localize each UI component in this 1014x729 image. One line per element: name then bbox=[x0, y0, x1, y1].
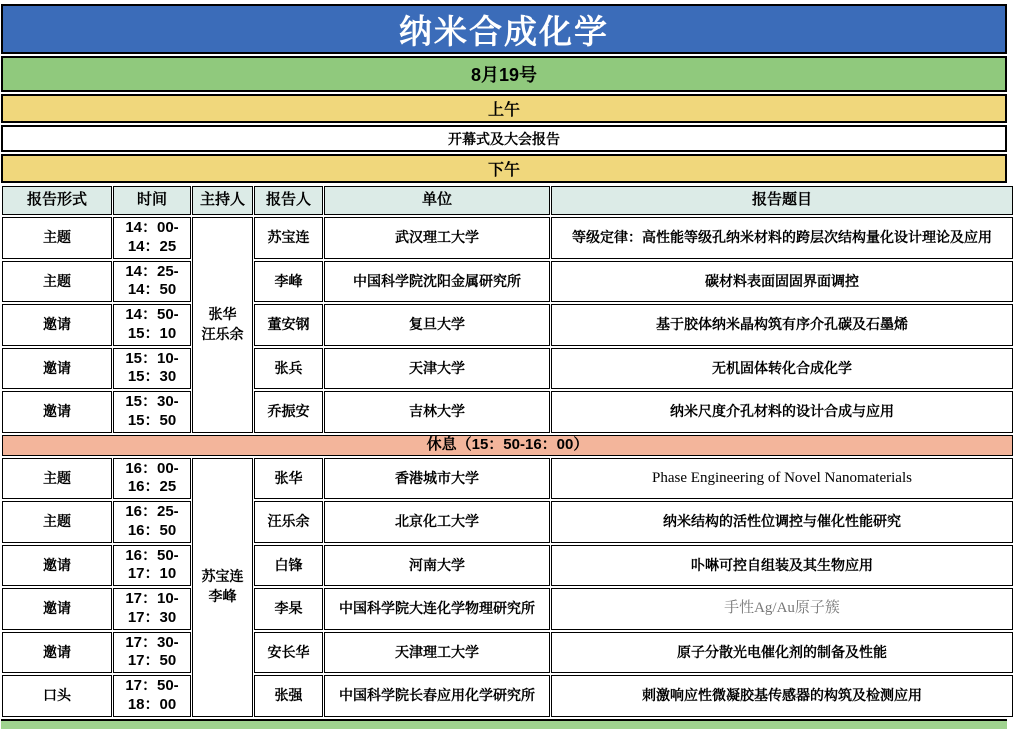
speaker-cell: 汪乐余 bbox=[254, 501, 323, 543]
speaker-cell: 张兵 bbox=[254, 348, 323, 390]
affiliation-cell: 中国科学院沈阳金属研究所 bbox=[324, 261, 550, 303]
speaker-cell: 李杲 bbox=[254, 588, 323, 630]
col-header-speaker: 报告人 bbox=[254, 186, 323, 215]
report-type-cell: 主题 bbox=[2, 458, 112, 500]
time-cell: 17：10-17：30 bbox=[113, 588, 191, 630]
moderator-name: 张华 bbox=[208, 306, 237, 323]
session-row bbox=[2, 217, 1013, 259]
schedule-table bbox=[1, 184, 1014, 719]
report-type-cell: 主题 bbox=[2, 217, 112, 259]
affiliation-cell: 河南大学 bbox=[324, 545, 550, 587]
affiliation-cell: 中国科学院大连化学物理研究所 bbox=[324, 588, 550, 630]
affiliation-cell: 中国科学院长春应用化学研究所 bbox=[324, 675, 550, 717]
report-type-cell: 邀请 bbox=[2, 545, 112, 587]
col-header-report-type: 报告形式 bbox=[2, 186, 112, 215]
session-row bbox=[2, 501, 1013, 543]
time-cell: 14：25-14：50 bbox=[113, 261, 191, 303]
time-cell: 16：50-17：10 bbox=[113, 545, 191, 587]
affiliation-cell: 天津理工大学 bbox=[324, 632, 550, 674]
speaker-cell: 苏宝连 bbox=[254, 217, 323, 259]
report-type-cell: 邀请 bbox=[2, 348, 112, 390]
session-row bbox=[2, 588, 1013, 630]
talk-title-cell: 手性Ag/Au原子簇 bbox=[551, 588, 1013, 630]
affiliation-cell: 北京化工大学 bbox=[324, 501, 550, 543]
time-cell: 17：30-17：50 bbox=[113, 632, 191, 674]
conference-title-banner: 纳米合成化学 bbox=[1, 4, 1007, 54]
time-cell: 14：00-14：25 bbox=[113, 217, 191, 259]
speaker-cell: 乔振安 bbox=[254, 391, 323, 433]
talk-title-cell: 纳米结构的活性位调控与催化性能研究 bbox=[551, 501, 1013, 543]
speaker-cell: 白锋 bbox=[254, 545, 323, 587]
moderator-name: 李峰 bbox=[208, 588, 237, 604]
talk-title-cell: 等级定律：高性能等级孔纳米材料的跨层次结构量化设计理论及应用 bbox=[551, 217, 1013, 259]
session-row bbox=[2, 458, 1013, 500]
affiliation-cell: 吉林大学 bbox=[324, 391, 550, 433]
opening-session-banner: 开幕式及大会报告 bbox=[1, 125, 1007, 152]
speaker-cell: 张华 bbox=[254, 458, 323, 500]
break-label-cell: 休息（15：50-16：00） bbox=[2, 435, 1013, 456]
session-row bbox=[2, 391, 1013, 433]
talk-title-cell: 卟啉可控自组装及其生物应用 bbox=[551, 545, 1013, 587]
affiliation-cell: 武汉理工大学 bbox=[324, 217, 550, 259]
break-row bbox=[2, 435, 1013, 456]
report-type-cell: 邀请 bbox=[2, 304, 112, 346]
session-row bbox=[2, 545, 1013, 587]
report-type-cell: 口头 bbox=[2, 675, 112, 717]
report-type-cell: 主题 bbox=[2, 501, 112, 543]
table-header-row bbox=[2, 186, 1013, 215]
col-header-moderator: 主持人 bbox=[192, 186, 253, 215]
moderator-name: 汪乐余 bbox=[201, 325, 244, 342]
col-header-time: 时间 bbox=[113, 186, 191, 215]
talk-title-cell: 无机固体转化合成化学 bbox=[551, 348, 1013, 390]
report-type-cell: 主题 bbox=[2, 261, 112, 303]
moderator-name: 苏宝连 bbox=[201, 568, 244, 585]
speaker-cell: 安长华 bbox=[254, 632, 323, 674]
col-header-talk-title: 报告题目 bbox=[551, 186, 1013, 215]
afternoon-banner: 下午 bbox=[1, 154, 1007, 183]
next-day-banner-cutoff bbox=[1, 719, 1007, 729]
talk-title-cell: Phase Engineering of Novel Nanomaterials bbox=[551, 458, 1013, 500]
talk-title-cell: 纳米尺度介孔材料的设计合成与应用 bbox=[551, 391, 1013, 433]
time-cell: 14：50-15：10 bbox=[113, 304, 191, 346]
col-header-affiliation: 单位 bbox=[324, 186, 550, 215]
date-banner: 8月19号 bbox=[1, 56, 1007, 92]
speaker-cell: 李峰 bbox=[254, 261, 323, 303]
report-type-cell: 邀请 bbox=[2, 632, 112, 674]
talk-title-cell: 碳材料表面固固界面调控 bbox=[551, 261, 1013, 303]
morning-banner: 上午 bbox=[1, 94, 1007, 123]
talk-title-cell: 原子分散光电催化剂的制备及性能 bbox=[551, 632, 1013, 674]
speaker-cell: 张强 bbox=[254, 675, 323, 717]
session-row bbox=[2, 632, 1013, 674]
session-row bbox=[2, 348, 1013, 390]
session-row bbox=[2, 261, 1013, 303]
moderator-cell bbox=[192, 217, 253, 433]
talk-title-cell: 刺激响应性微凝胶基传感器的构筑及检测应用 bbox=[551, 675, 1013, 717]
session-row bbox=[2, 304, 1013, 346]
time-cell: 16：00-16：25 bbox=[113, 458, 191, 500]
affiliation-cell: 复旦大学 bbox=[324, 304, 550, 346]
time-cell: 15：30-15：50 bbox=[113, 391, 191, 433]
report-type-cell: 邀请 bbox=[2, 588, 112, 630]
affiliation-cell: 天津大学 bbox=[324, 348, 550, 390]
speaker-cell: 董安钢 bbox=[254, 304, 323, 346]
affiliation-cell: 香港城市大学 bbox=[324, 458, 550, 500]
session-row bbox=[2, 675, 1013, 717]
time-cell: 17：50-18：00 bbox=[113, 675, 191, 717]
report-type-cell: 邀请 bbox=[2, 391, 112, 433]
talk-title-cell: 基于胶体纳米晶构筑有序介孔碳及石墨烯 bbox=[551, 304, 1013, 346]
time-cell: 16：25-16：50 bbox=[113, 501, 191, 543]
moderator-cell bbox=[192, 458, 253, 717]
time-cell: 15：10-15：30 bbox=[113, 348, 191, 390]
